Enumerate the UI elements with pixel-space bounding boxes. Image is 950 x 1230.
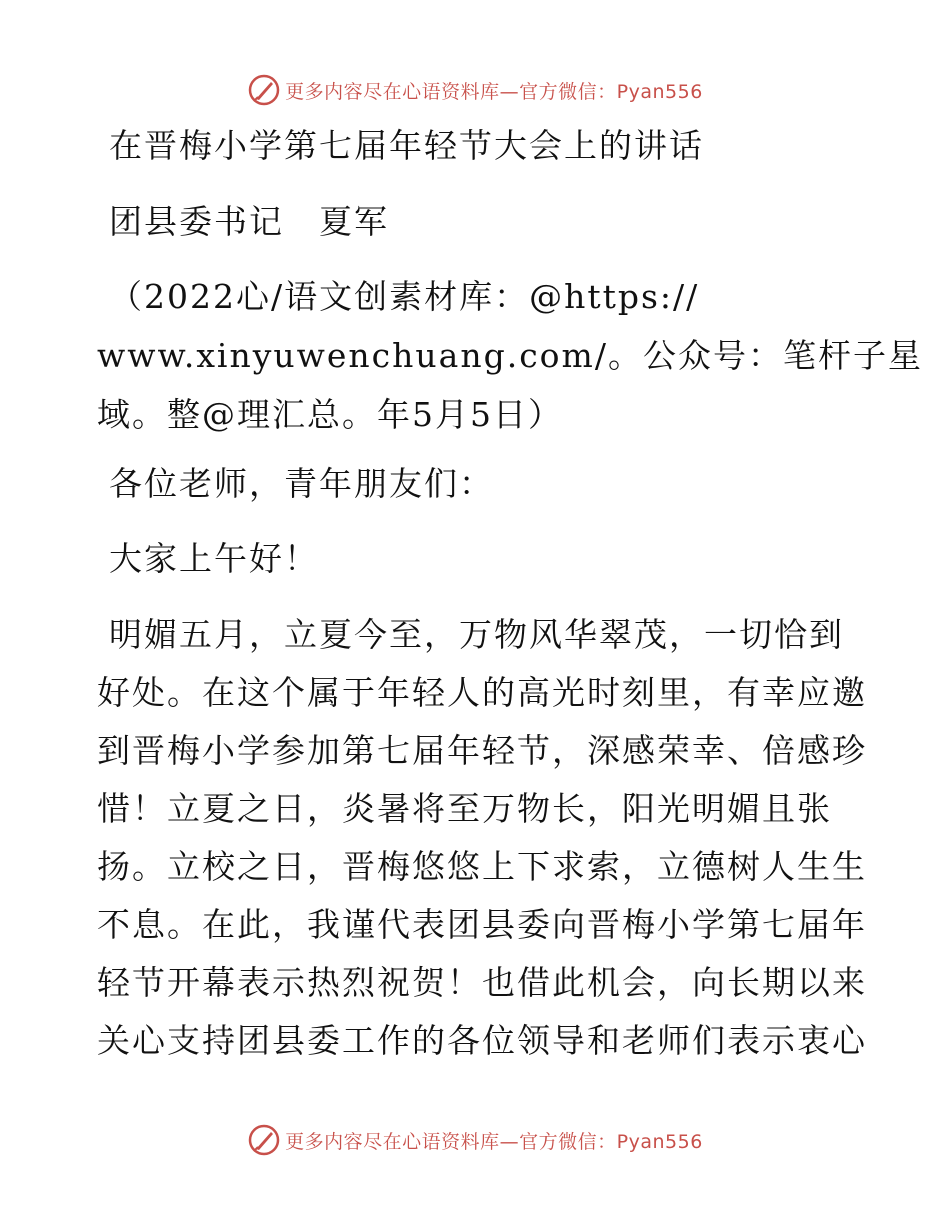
- paragraph-line: 扬。立校之日，晋梅悠悠上下求索，立德树人生生: [97, 847, 867, 886]
- salutation: 各位老师，青年朋友们：: [109, 464, 494, 503]
- watermark-banner-bottom: [0, 1120, 950, 1160]
- paragraph-line: 到晋梅小学参加第七届年轻节，深感荣幸、倍感珍: [97, 731, 867, 770]
- quill-logo-icon: [247, 1123, 281, 1157]
- author-line: 团县委书记 夏军: [109, 202, 389, 241]
- watermark-text: 更多内容尽在心语资料库—官方微信：Pyan556: [285, 1130, 703, 1153]
- paragraph-line: 好处。在这个属于年轻人的高光时刻里，有幸应邀: [97, 673, 867, 712]
- paragraph-line: 轻节开幕表示热烈祝贺！也借此机会，向长期以来: [97, 963, 867, 1002]
- document-title: 在晋梅小学第七届年轻节大会上的讲话: [109, 126, 704, 165]
- paragraph-line: 惜！立夏之日，炎暑将至万物长，阳光明媚且张: [97, 789, 832, 828]
- quill-logo-icon: [247, 73, 281, 107]
- paragraph-line: 不息。在此，我谨代表团县委向晋梅小学第七届年: [97, 905, 867, 944]
- greeting: 大家上午好！: [109, 539, 319, 578]
- note-line: 域。整@理汇总。年5月5日）: [97, 395, 563, 434]
- note-line: （2022心/语文创素材库：@https://: [109, 277, 700, 316]
- watermark-banner-top: [0, 70, 950, 110]
- note-line: www.xinyuwenchuang.com/。公众号：笔杆子星: [97, 336, 923, 375]
- paragraph-line: 关心支持团县委工作的各位领导和老师们表示衷心: [97, 1021, 867, 1060]
- paragraph-line: 明媚五月，立夏今至，万物风华翠茂，一切恰到: [109, 615, 844, 654]
- watermark-text: 更多内容尽在心语资料库—官方微信：Pyan556: [285, 80, 703, 103]
